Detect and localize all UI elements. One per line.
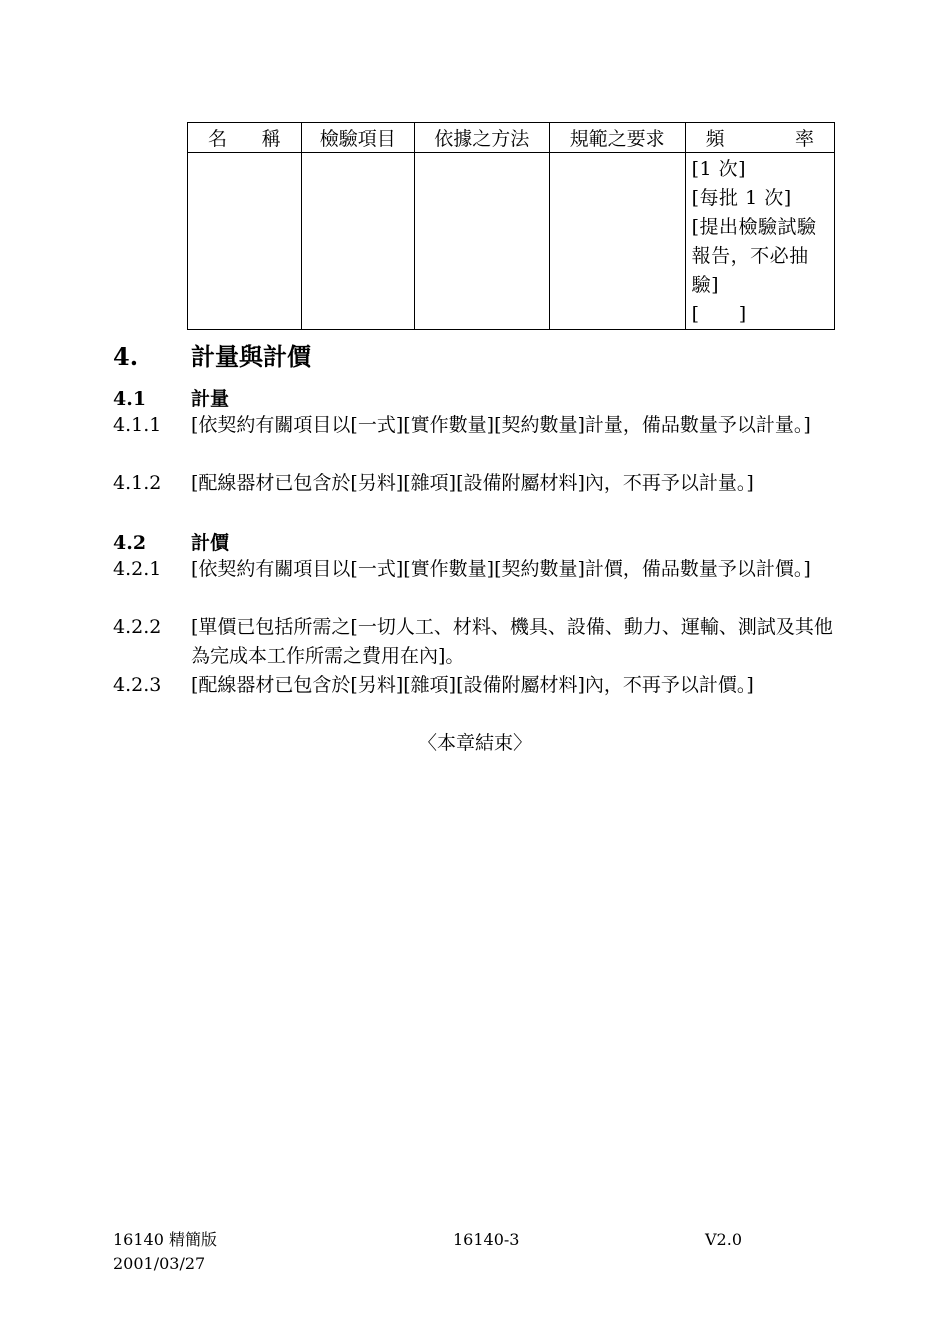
clause-text: [配線器材已包含於[另料][雜項][設備附屬材料]內，不再予以計量。]	[191, 472, 754, 494]
clause-4-2-1	[113, 555, 843, 584]
subsection-heading-4-2	[113, 528, 229, 555]
clause-text: [單價已包括所需之[一切人工、材料、機具、設備、動力、運輸、測試及其他為完成本工作所需之費用在內]。	[191, 616, 833, 667]
clause-number: 4.1.2	[113, 472, 162, 494]
subsection-title: 計價	[191, 532, 230, 554]
cell-name	[188, 153, 302, 330]
frequency-line: [提出檢驗試驗報告，不必抽驗]	[691, 216, 817, 296]
clause-4-2-2	[113, 613, 843, 671]
subsection-number: 4.1	[113, 388, 147, 410]
subsection-heading-4-1	[113, 384, 229, 411]
header-name: 名 稱	[188, 123, 302, 153]
clause-text: [配線器材已包含於[另料][雜項][設備附屬材料]內，不再予以計價。]	[191, 674, 754, 696]
section-number: 4.	[113, 342, 139, 371]
clause-text: [依契約有關項目以[一式][實作數量][契約數量]計價，備品數量予以計價。]	[191, 558, 811, 580]
footer-left	[113, 1228, 217, 1276]
section-heading	[113, 337, 311, 372]
header-requirement: 規範之要求	[549, 123, 685, 153]
table-header-row	[188, 123, 835, 153]
clause-4-1-2	[113, 469, 843, 498]
cell-frequency	[685, 153, 834, 330]
clause-number: 4.2.1	[113, 558, 162, 580]
clause-number: 4.2.3	[113, 674, 162, 696]
clause-4-2-3	[113, 671, 843, 700]
footer-version: V2.0	[705, 1230, 742, 1249]
header-inspection-item: 檢驗項目	[301, 123, 414, 153]
clause-text: [依契約有關項目以[一式][實作數量][契約數量]計量，備品數量予以計量。]	[191, 414, 811, 436]
cell-requirement	[549, 153, 685, 330]
clause-number: 4.1.1	[113, 414, 162, 436]
clause-number: 4.2.2	[113, 616, 162, 638]
subsection-title: 計量	[191, 388, 230, 410]
clause-4-1-1	[113, 411, 843, 440]
chapter-end-note: 〈本章結束〉	[417, 732, 532, 754]
cell-method	[414, 153, 549, 330]
cell-inspection-item	[301, 153, 414, 330]
subsection-number: 4.2	[113, 532, 147, 554]
footer-doc-name: 16140 精簡版	[113, 1230, 217, 1249]
section-title: 計量與計價	[191, 342, 311, 371]
table-row	[188, 153, 835, 330]
footer-page-number: 16140-3	[453, 1230, 520, 1249]
frequency-line: [每批 1 次]	[691, 187, 792, 209]
footer-date: 2001/03/27	[113, 1254, 206, 1273]
header-method: 依據之方法	[414, 123, 549, 153]
inspection-table	[187, 122, 835, 330]
header-frequency: 頻 率	[685, 123, 834, 153]
frequency-line: [ ]	[691, 303, 747, 325]
frequency-line: [1 次]	[691, 158, 747, 180]
